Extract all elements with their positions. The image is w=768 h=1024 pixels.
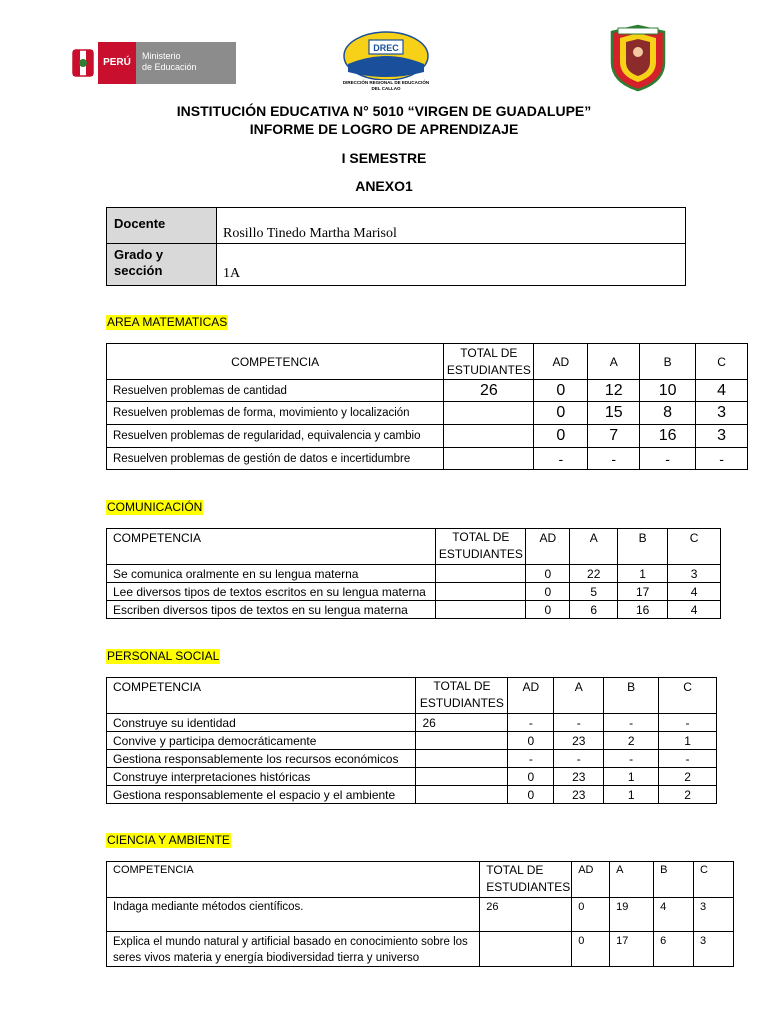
- personal-social-table: [106, 677, 717, 804]
- competencia-cell: Resuelven problemas de cantidad: [107, 380, 444, 402]
- b-cell: 1: [618, 565, 668, 583]
- ad-cell: 0: [534, 402, 588, 425]
- b-cell: -: [604, 750, 659, 768]
- header-c: C: [668, 529, 721, 565]
- ad-cell: -: [508, 750, 554, 768]
- c-cell: 4: [668, 583, 721, 601]
- table-header-row: [107, 344, 748, 380]
- annex-title: ANEXO1: [355, 178, 413, 194]
- ad-cell: -: [508, 714, 554, 732]
- table-row: [107, 732, 717, 750]
- c-cell: 4: [696, 380, 748, 402]
- a-cell: -: [588, 448, 640, 470]
- total-cell: [444, 402, 534, 425]
- header-total-2: ESTUDIANTES: [486, 880, 571, 894]
- b-cell: 8: [640, 402, 696, 425]
- a-cell: -: [554, 750, 604, 768]
- section-title-ciencia: CIENCIA Y AMBIENTE: [107, 833, 230, 847]
- grado-row: [107, 244, 686, 286]
- header-c: C: [694, 862, 734, 898]
- docente-row: [107, 208, 686, 244]
- section-title-matematicas: AREA MATEMATICAS: [107, 315, 228, 329]
- table-row: [107, 583, 721, 601]
- ad-cell: -: [534, 448, 588, 470]
- competencia-cell: Gestiona responsablemente el espacio y el ambiente: [107, 786, 416, 804]
- b-cell: 2: [604, 732, 659, 750]
- minedu-logo: [70, 42, 236, 84]
- competencia-cell: Gestiona responsablemente los recursos económicos: [107, 750, 416, 768]
- a-cell: 5: [570, 583, 618, 601]
- minedu-name: [136, 42, 236, 84]
- c-cell: 1: [659, 732, 717, 750]
- b-cell: 16: [618, 601, 668, 619]
- drec-logo: [333, 28, 439, 92]
- school-crest-icon: [608, 24, 668, 92]
- competencia-cell: Resuelven problemas de gestión de datos e incertidumbre: [107, 448, 444, 470]
- header-ad: AD: [572, 862, 610, 898]
- c-cell: 3: [694, 932, 734, 967]
- docente-value: Rosillo Tinedo Martha Marisol: [217, 208, 686, 244]
- c-cell: 4: [668, 601, 721, 619]
- a-cell: 17: [610, 932, 654, 967]
- header-total-1: TOTAL DE: [433, 679, 491, 693]
- minedu-line-2: de Educación: [142, 62, 197, 72]
- header-ad: AD: [534, 344, 588, 380]
- drec-caption-2: DEL CALLAO: [371, 86, 401, 91]
- total-cell: [436, 565, 526, 583]
- ad-cell: 0: [526, 565, 570, 583]
- table-row: [107, 402, 748, 425]
- b-cell: -: [604, 714, 659, 732]
- a-cell: 15: [588, 402, 640, 425]
- b-cell: 1: [604, 786, 659, 804]
- header-competencia: COMPETENCIA: [107, 344, 444, 380]
- total-cell: [416, 750, 508, 768]
- minedu-peru-text: PERÚ: [98, 42, 136, 84]
- header-total-2: ESTUDIANTES: [446, 362, 531, 377]
- c-cell: -: [696, 448, 748, 470]
- header-competencia: COMPETENCIA: [107, 678, 416, 714]
- grado-value: 1A: [217, 244, 686, 286]
- grado-label: [107, 244, 217, 286]
- header-a: A: [554, 678, 604, 714]
- header-a: A: [570, 529, 618, 565]
- header-b: B: [618, 529, 668, 565]
- total-cell: 26: [444, 380, 534, 402]
- table-header-row: [107, 862, 734, 898]
- a-cell: 22: [570, 565, 618, 583]
- competencia-cell: Construye interpretaciones históricas: [107, 768, 416, 786]
- peru-shield-icon: [70, 42, 96, 84]
- c-cell: -: [659, 750, 717, 768]
- table-row: [107, 750, 717, 768]
- header-a: A: [588, 344, 640, 380]
- a-cell: 23: [554, 732, 604, 750]
- table-row: [107, 786, 717, 804]
- c-cell: 3: [694, 898, 734, 932]
- header-ad: AD: [526, 529, 570, 565]
- header-total-1: TOTAL DE: [452, 530, 510, 544]
- c-cell: 3: [668, 565, 721, 583]
- table-row: [107, 932, 734, 967]
- semester-title: I SEMESTRE: [341, 150, 427, 166]
- total-cell: [416, 732, 508, 750]
- table-row: [107, 425, 748, 448]
- minedu-line-1: Ministerio: [142, 51, 181, 61]
- competencia-cell: Lee diversos tipos de textos escritos en su lengua materna: [107, 583, 436, 601]
- total-cell: [444, 448, 534, 470]
- competencia-cell: Indaga mediante métodos científicos.: [107, 898, 480, 932]
- a-cell: 12: [588, 380, 640, 402]
- a-cell: 7: [588, 425, 640, 448]
- c-cell: 3: [696, 402, 748, 425]
- drec-caption-1: DIRECCIÓN REGIONAL DE EDUCACIÓN: [342, 80, 430, 85]
- c-cell: -: [659, 714, 717, 732]
- header-total-1: TOTAL DE: [486, 863, 544, 877]
- competencia-cell: Se comunica oralmente en su lengua materna: [107, 565, 436, 583]
- header-b: B: [604, 678, 659, 714]
- total-cell: [416, 786, 508, 804]
- ad-cell: 0: [526, 583, 570, 601]
- total-cell: [436, 601, 526, 619]
- header-competencia: COMPETENCIA: [107, 862, 480, 898]
- total-cell: 26: [480, 898, 572, 932]
- header-competencia: COMPETENCIA: [107, 529, 436, 565]
- total-cell: [444, 425, 534, 448]
- teacher-info-table: [106, 207, 686, 286]
- drec-caption: [333, 80, 439, 92]
- b-cell: 1: [604, 768, 659, 786]
- b-cell: 17: [618, 583, 668, 601]
- a-cell: -: [554, 714, 604, 732]
- b-cell: 4: [654, 898, 694, 932]
- grado-label-1: Grado y: [114, 247, 164, 262]
- header-total: [444, 344, 534, 380]
- c-cell: 3: [696, 425, 748, 448]
- table-row: [107, 898, 734, 932]
- total-cell: [416, 768, 508, 786]
- c-cell: 2: [659, 768, 717, 786]
- grado-label-2: sección: [114, 263, 163, 278]
- ad-cell: 0: [508, 732, 554, 750]
- header-b: B: [640, 344, 696, 380]
- ad-cell: 0: [508, 768, 554, 786]
- a-cell: 19: [610, 898, 654, 932]
- ad-cell: 0: [526, 601, 570, 619]
- header-total: [416, 678, 508, 714]
- total-cell: [480, 932, 572, 967]
- total-cell: 26: [416, 714, 508, 732]
- table-row: [107, 714, 717, 732]
- competencia-cell: Escriben diversos tipos de textos en su lengua materna: [107, 601, 436, 619]
- table-header-row: [107, 529, 721, 565]
- competencia-cell: Convive y participa democráticamente: [107, 732, 416, 750]
- a-cell: 23: [554, 786, 604, 804]
- c-cell: 2: [659, 786, 717, 804]
- header-a: A: [610, 862, 654, 898]
- ad-cell: 0: [534, 425, 588, 448]
- header-c: C: [696, 344, 748, 380]
- table-row: [107, 380, 748, 402]
- ciencia-table: [106, 861, 734, 967]
- b-cell: 16: [640, 425, 696, 448]
- table-header-row: [107, 678, 717, 714]
- table-row: [107, 448, 748, 470]
- header-total-2: ESTUDIANTES: [419, 696, 504, 710]
- header-total-2: ESTUDIANTES: [438, 547, 523, 561]
- comunicacion-table: [106, 528, 721, 619]
- b-cell: 10: [640, 380, 696, 402]
- section-title-personal-social: PERSONAL SOCIAL: [107, 649, 220, 663]
- school-title: [0, 102, 768, 138]
- b-cell: 6: [654, 932, 694, 967]
- competencia-cell: Resuelven problemas de forma, movimiento y localización: [107, 402, 444, 425]
- ad-cell: 0: [508, 786, 554, 804]
- competencia-cell: Explica el mundo natural y artificial basado en conocimiento sobre los seres vivos materia y energía biodiversidad tierra y universo: [107, 932, 480, 967]
- header-total: [436, 529, 526, 565]
- table-row: [107, 768, 717, 786]
- header-total-1: TOTAL DE: [460, 345, 518, 360]
- header-b: B: [654, 862, 694, 898]
- section-title-comunicacion: COMUNICACIÓN: [107, 500, 203, 514]
- competencia-cell: Resuelven problemas de regularidad, equivalencia y cambio: [107, 425, 444, 448]
- competencia-cell: Construye su identidad: [107, 714, 416, 732]
- table-row: [107, 565, 721, 583]
- title-line-2: INFORME DE LOGRO DE APRENDIZAJE: [249, 121, 519, 137]
- ad-cell: 0: [572, 932, 610, 967]
- header-ad: AD: [508, 678, 554, 714]
- ad-cell: 0: [534, 380, 588, 402]
- a-cell: 6: [570, 601, 618, 619]
- b-cell: -: [640, 448, 696, 470]
- matematicas-table: [106, 343, 748, 470]
- drec-badge-text: DREC: [373, 43, 399, 53]
- header-c: C: [659, 678, 717, 714]
- a-cell: 23: [554, 768, 604, 786]
- header-total: [480, 862, 572, 898]
- ad-cell: 0: [572, 898, 610, 932]
- docente-label: Docente: [107, 208, 217, 244]
- table-row: [107, 601, 721, 619]
- total-cell: [436, 583, 526, 601]
- drec-emblem-icon: [333, 28, 439, 80]
- title-line-1: INSTITUCIÓN EDUCATIVA N° 5010 “VIRGEN DE GUADALUPE”: [176, 103, 592, 119]
